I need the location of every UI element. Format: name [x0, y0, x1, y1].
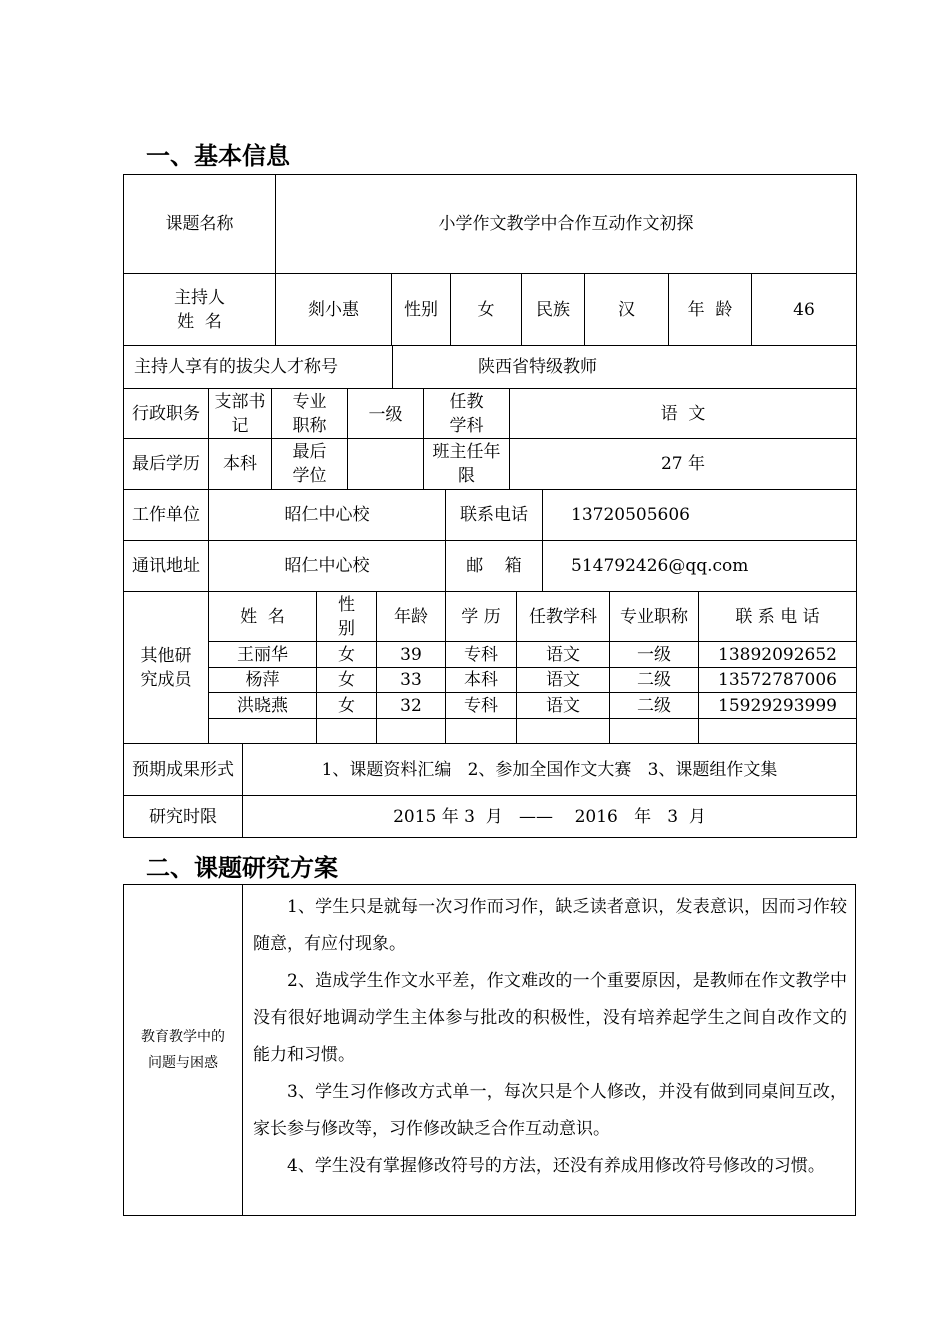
- subject-value: 语 文: [509, 388, 857, 439]
- talent-label: 主持人享有的拔尖人才称号: [123, 345, 393, 389]
- section-heading-research-plan: 二、课题研究方案: [146, 854, 338, 882]
- ethnic-label: 民族: [521, 273, 585, 346]
- member-row-4-name: [208, 718, 317, 744]
- member-row-4-education: [445, 718, 517, 744]
- members-header-gender: 性别: [316, 591, 377, 642]
- member-row-4-age: [376, 718, 446, 744]
- plan-paragraph-1: 1、学生只是就每一次习作而习作，缺乏读者意识，发表意识，因而习作较随意，有应付现象。: [253, 897, 847, 954]
- age-label: 年 龄: [668, 273, 752, 346]
- plan-content: [242, 884, 856, 1216]
- member-row-1-subject: 语文: [516, 641, 610, 668]
- member-row-2-gender: 女: [316, 667, 377, 693]
- period-value: 2015 年 3 月 —— 2016 年 3 月: [242, 795, 857, 838]
- member-row-1-name: 王丽华: [208, 641, 317, 668]
- education-label: 最后学历: [123, 438, 209, 490]
- plan-paragraph-3: 3、学生习作修改方式单一，每次只是个人修改，并没有做到同桌间互改，家长参与修改等，习作修改缺乏合作互动意识。: [253, 1082, 847, 1139]
- members-header-phone: 联 系 电 话: [698, 591, 857, 642]
- member-row-3-subject: 语文: [516, 692, 610, 719]
- member-row-1-age: 39: [376, 641, 446, 668]
- title-value: 一级: [347, 388, 424, 439]
- phone-value: 13720505606: [542, 489, 857, 541]
- plan-paragraph-4: 4、学生没有掌握修改符号的方法，还没有养成用修改符号修改的习惯。: [287, 1156, 825, 1176]
- topic-label: 课题名称: [123, 174, 276, 274]
- ethnic-value: 汉: [584, 273, 669, 346]
- phone-label: 联系电话: [445, 489, 543, 541]
- members-header-education: 学 历: [445, 591, 517, 642]
- members-header-title: 专业职称: [609, 591, 699, 642]
- email-value: 514792426@qq.com: [542, 540, 857, 592]
- member-row-2-education: 本科: [445, 667, 517, 693]
- member-row-3-phone: 15929293999: [698, 692, 857, 719]
- headteacher-value: 27 年: [509, 438, 857, 490]
- member-row-2-phone: 13572787006: [698, 667, 857, 693]
- member-row-2-name: 杨萍: [208, 667, 317, 693]
- age-value: 46: [751, 273, 857, 346]
- address-label: 通讯地址: [123, 540, 209, 592]
- member-row-2-age: 33: [376, 667, 446, 693]
- member-row-3-title: 二级: [609, 692, 699, 719]
- section-heading-basic-info: 一、基本信息: [146, 142, 290, 170]
- headteacher-label: 班主任年限: [423, 438, 510, 490]
- members-header-name: 姓 名: [208, 591, 317, 642]
- members-header-age: 年龄: [376, 591, 446, 642]
- work-value: 昭仁中心校: [208, 489, 446, 541]
- outcome-label: 预期成果形式: [123, 743, 243, 796]
- period-label: 研究时限: [123, 795, 243, 838]
- member-row-2-subject: 语文: [516, 667, 610, 693]
- gender-value: 女: [450, 273, 522, 346]
- members-header-subject: 任教学科: [516, 591, 610, 642]
- degree-value: [347, 438, 424, 490]
- work-label: 工作单位: [123, 489, 209, 541]
- member-row-1-phone: 13892092652: [698, 641, 857, 668]
- member-row-4-phone: [698, 718, 857, 744]
- member-row-3-age: 32: [376, 692, 446, 719]
- topic-value: 小学作文教学中合作互动作文初探: [275, 174, 857, 274]
- title-label: 专业职称: [271, 388, 348, 439]
- admin-value: 支部书记: [208, 388, 272, 439]
- host-label: [123, 273, 276, 346]
- outcome-value: 1、课题资料汇编 2、参加全国作文大赛 3、课题组作文集: [242, 743, 857, 796]
- member-row-1-education: 专科: [445, 641, 517, 668]
- education-value: 本科: [208, 438, 272, 490]
- member-row-4-gender: [316, 718, 377, 744]
- address-value: 昭仁中心校: [208, 540, 446, 592]
- talent-value: 陕西省特级教师: [392, 345, 857, 389]
- plan-paragraph-2: 2、造成学生作文水平差，作文难改的一个重要原因，是教师在作文教学中没有很好地调动学生主体参与批改的积极性，没有培养起学生之间自改作文的能力和习惯。: [253, 971, 847, 1065]
- email-label: 邮 箱: [445, 540, 543, 592]
- member-row-3-education: 专科: [445, 692, 517, 719]
- subject-label: 任教学科: [423, 388, 510, 439]
- members-label: 其他研究成员: [123, 591, 209, 744]
- member-row-4-title: [609, 718, 699, 744]
- member-row-1-title: 一级: [609, 641, 699, 668]
- plan-label: 教育教学中的问题与困惑: [123, 884, 243, 1216]
- member-row-1-gender: 女: [316, 641, 377, 668]
- host-label-line1: 主持人: [174, 287, 225, 308]
- gender-label: 性别: [391, 273, 451, 346]
- member-row-3-name: 洪晓燕: [208, 692, 317, 719]
- member-row-2-title: 二级: [609, 667, 699, 693]
- member-row-4-subject: [516, 718, 610, 744]
- degree-label: 最后学位: [271, 438, 348, 490]
- admin-label: 行政职务: [123, 388, 209, 439]
- host-label-line2: 姓 名: [177, 311, 222, 332]
- host-name: 剡小惠: [275, 273, 392, 346]
- member-row-3-gender: 女: [316, 692, 377, 719]
